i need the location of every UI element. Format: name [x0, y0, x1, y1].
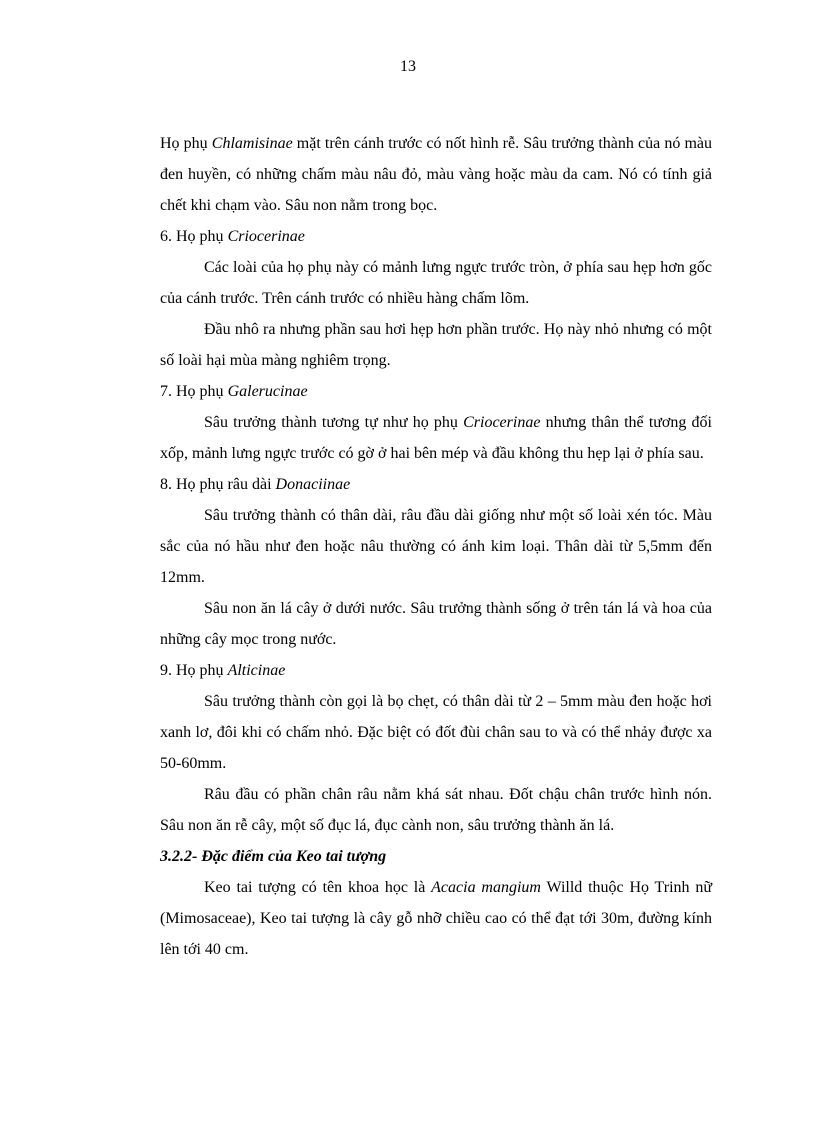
heading-text: 8. Họ phụ râu dài [160, 476, 276, 493]
heading-criocerinae [160, 221, 712, 252]
heading-donaciinae [160, 469, 712, 500]
paragraph-donaciinae-2: Sâu non ăn lá cây ở dưới nước. Sâu trưởng thành sống ở trên tán lá và hoa của những cây mọc trong nước. [160, 600, 712, 648]
heading-text: 6. Họ phụ [160, 228, 228, 245]
paragraph-text: Sâu trưởng thành tương tự như họ phụ [204, 414, 464, 431]
scientific-name: Acacia mangium [431, 879, 541, 896]
scientific-name: Donaciinae [275, 476, 351, 493]
paragraph-text: mặt trên cánh trước có nốt hình rễ. Sâu trưởng thành của nó màu đen huyền, có những chấm màu nâu đỏ, màu vàng hoặc màu da cam. Nó có tính giả chết khi chạm vào. Sâu non nằm trong bọc. [160, 135, 713, 214]
paragraph-alticinae-2: Râu đầu có phần chân râu nằm khá sát nhau. Đốt chậu chân trước hình nón. Sâu non ăn rễ cây, một số đục lá, đục cành non, sâu trưởng thành ăn lá. [160, 786, 712, 834]
page-number: 13 [400, 58, 416, 75]
heading-alticinae [160, 655, 712, 686]
paragraph-galerucinae [160, 407, 712, 469]
heading-text: 9. Họ phụ [160, 662, 228, 679]
paragraph-text: nhưng thân thể tương đối xốp, mảnh lưng ngực trước có gờ ở hai bên mép và đầu không thu hẹp lại ở phía sau. [160, 414, 712, 462]
scientific-name: Criocerinae [463, 414, 541, 431]
paragraph-criocerinae-2: Đầu nhô ra nhưng phần sau hơi hẹp hơn phần trước. Họ này nhỏ nhưng có một số loài hại mùa màng nghiêm trọng. [160, 321, 712, 369]
section-heading-keo-tai-tuong: 3.2.2- Đặc điểm của Keo tai tượng [160, 848, 387, 865]
document-body [160, 128, 712, 965]
scientific-name: Galerucinae [227, 383, 308, 400]
paragraph-text: Họ phụ [160, 135, 212, 152]
scientific-name: Chlamisinae [211, 135, 293, 152]
heading-text: 7. Họ phụ [160, 383, 228, 400]
paragraph-criocerinae-1: Các loài của họ phụ này có mảnh lưng ngực trước tròn, ở phía sau hẹp hơn gốc của cánh trước. Trên cánh trước có nhiều hàng chấm lõm. [160, 259, 712, 307]
paragraph-text: Willd thuộc Họ Trinh nữ (Mimosaceae), Keo tai tượng là cây gỗ nhỡ chiều cao có thể đạt tới 30m, đường kính lên tới 40 cm. [160, 879, 713, 958]
heading-galerucinae [160, 376, 712, 407]
paragraph-donaciinae-1: Sâu trưởng thành có thân dài, râu đầu dài giống như một số loài xén tóc. Màu sắc của nó hầu như đen hoặc nâu thường có ánh kim loại. Thân dài từ 5,5mm đến 12mm. [160, 507, 712, 586]
paragraph-alticinae-1: Sâu trưởng thành còn gọi là bọ chẹt, có thân dài từ 2 – 5mm màu đen hoặc hơi xanh lơ, đôi khi có chấm nhỏ. Đặc biệt có đốt đùi chân sau to và có thể nhảy được xa 50-60mm. [160, 693, 712, 772]
paragraph-text: Keo tai tượng có tên khoa học là [204, 879, 432, 896]
scientific-name: Criocerinae [227, 228, 305, 245]
paragraph-keo-tai-tuong [160, 872, 712, 965]
scientific-name: Alticinae [227, 662, 286, 679]
paragraph-chlamisinae [160, 128, 712, 221]
